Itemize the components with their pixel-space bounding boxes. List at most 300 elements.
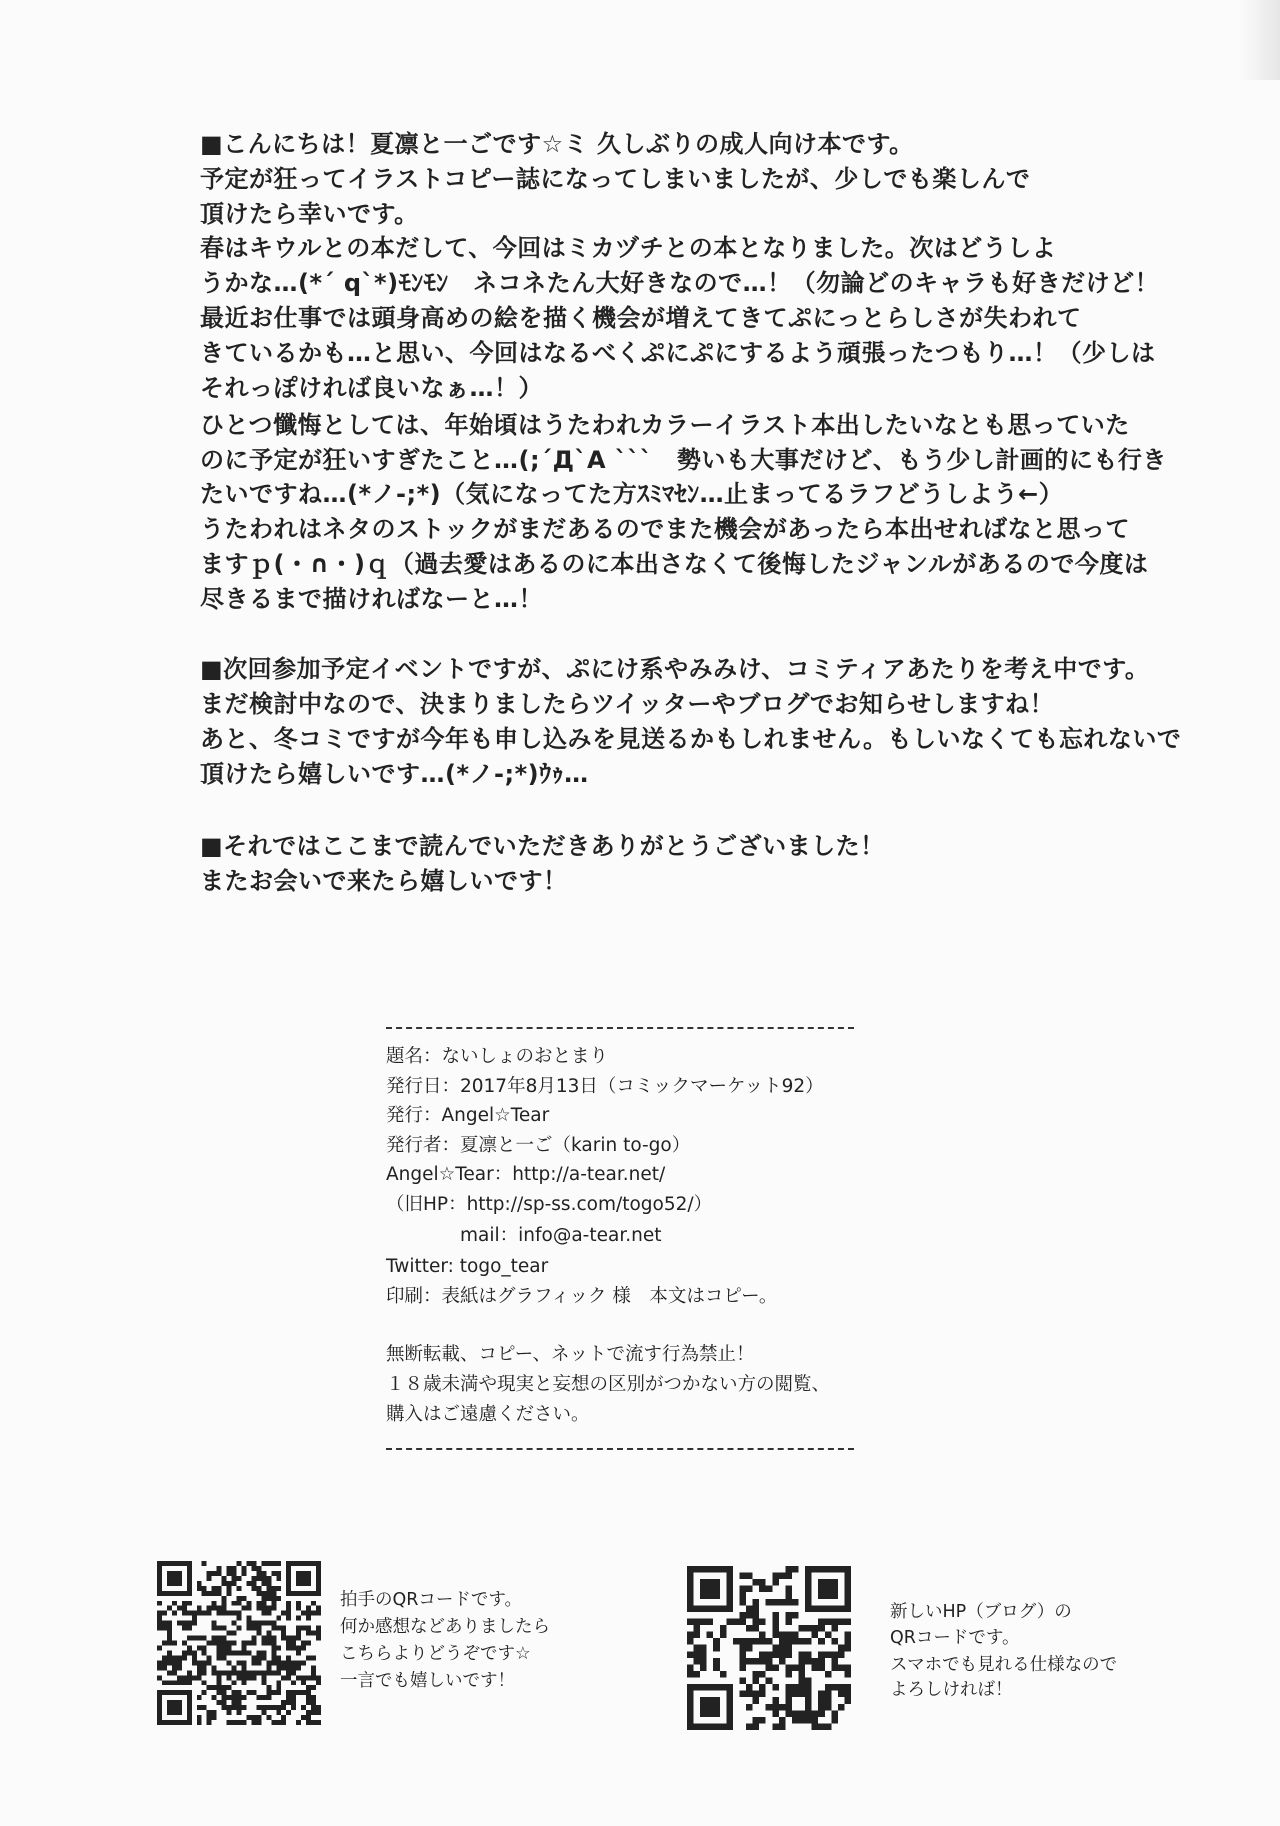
text-line: ■それではここまで読んでいただきありがとうございました！ (200, 832, 885, 860)
qr-module (222, 1576, 227, 1581)
qr-module (261, 1641, 266, 1646)
qr-module (772, 1710, 779, 1717)
qr-module (232, 1576, 237, 1581)
qr-module (217, 1700, 222, 1705)
qr-module (222, 1690, 227, 1695)
qr-module (182, 1601, 187, 1606)
qr-module (766, 1651, 773, 1658)
qr-module (844, 1697, 851, 1704)
qr-module (187, 1566, 192, 1571)
qr-module (266, 1596, 271, 1601)
qr-module (746, 1691, 753, 1698)
qr-module (831, 1658, 838, 1665)
qr-module (197, 1695, 202, 1700)
text-line: のに予定が狂いすぎたこと…(;´Д`A ``` 勢いも大事だけど、もう少し計画的にも行き (200, 446, 1167, 474)
qr-module (162, 1690, 167, 1695)
qr-module (286, 1690, 291, 1695)
qr-module (766, 1658, 773, 1665)
qr-module (162, 1626, 167, 1631)
qr-module (726, 1592, 733, 1599)
text-line: （旧HP：http://sp-ss.com/togo52/） (386, 1194, 713, 1215)
qr-module (187, 1626, 192, 1631)
qr-module (246, 1690, 251, 1695)
qr-module (157, 1675, 162, 1680)
qr-module (237, 1705, 242, 1710)
qr-module (261, 1606, 266, 1611)
qr-module (222, 1641, 227, 1646)
qr-module (818, 1605, 825, 1612)
qr-module (241, 1670, 246, 1675)
qr-module (237, 1695, 242, 1700)
qr-module (271, 1641, 276, 1646)
qr-module (785, 1645, 792, 1652)
qr-module (281, 1636, 286, 1641)
qr-module (157, 1571, 162, 1576)
qr-module (276, 1616, 281, 1621)
qr-module (739, 1618, 746, 1625)
qr-module (772, 1618, 779, 1625)
qr-module (202, 1705, 207, 1710)
qr-module (182, 1561, 187, 1566)
qr-module (167, 1690, 172, 1695)
qr-module (286, 1655, 291, 1660)
qr-module (246, 1601, 251, 1606)
qr-module (217, 1566, 222, 1571)
qr-module (271, 1571, 276, 1576)
qr-module (172, 1700, 177, 1705)
qr-module (167, 1581, 172, 1586)
qr-module (276, 1645, 281, 1650)
qr-module (687, 1592, 694, 1599)
qr-module (232, 1695, 237, 1700)
qr-module (232, 1650, 237, 1655)
qr-module (251, 1636, 256, 1641)
qr-module (687, 1710, 694, 1717)
qr-module (167, 1626, 172, 1631)
qr-module (838, 1605, 845, 1612)
qr-module (197, 1660, 202, 1665)
text-line: QRコードです。 (890, 1628, 1020, 1648)
qr-module (838, 1691, 845, 1698)
qr-module (700, 1579, 707, 1586)
qr-module (241, 1571, 246, 1576)
qr-module (227, 1571, 232, 1576)
qr-module (261, 1571, 266, 1576)
qr-module (261, 1705, 266, 1710)
qr-module (831, 1638, 838, 1645)
qr-module (202, 1611, 207, 1616)
qr-module (167, 1705, 172, 1710)
qr-module (687, 1599, 694, 1606)
qr-module (222, 1695, 227, 1700)
qr-module (700, 1710, 707, 1717)
qr-module (296, 1665, 301, 1670)
qr-module (197, 1586, 202, 1591)
qr-module (266, 1641, 271, 1646)
qr-module (232, 1700, 237, 1705)
qr-module (167, 1641, 172, 1646)
qr-module (831, 1592, 838, 1599)
qr-module (246, 1561, 251, 1566)
text-line: 発行者：夏凛と一ご（karin to-go） (386, 1135, 691, 1156)
qr-module (212, 1626, 217, 1631)
qr-module (256, 1695, 261, 1700)
qr-module (844, 1592, 851, 1599)
qr-module (197, 1720, 202, 1725)
qr-module (825, 1579, 832, 1586)
qr-module (838, 1566, 845, 1573)
text-line: 最近お仕事では頭身高めの絵を描く機会が増えてきてぷにっとらしさが失われて (200, 304, 1082, 332)
qr-module (772, 1651, 779, 1658)
qr-module (256, 1715, 261, 1720)
qr-module (251, 1690, 256, 1695)
qr-module (707, 1579, 714, 1586)
qr-module (286, 1641, 291, 1646)
qr-module (207, 1591, 212, 1596)
qr-module (266, 1576, 271, 1581)
qr-module (296, 1720, 301, 1725)
qr-module (232, 1571, 237, 1576)
qr-module (182, 1650, 187, 1655)
qr-module (266, 1670, 271, 1675)
qr-module (232, 1601, 237, 1606)
qr-module (746, 1612, 753, 1619)
qr-module (202, 1680, 207, 1685)
qr-module (753, 1691, 760, 1698)
qr-module (825, 1691, 832, 1698)
qr-module (812, 1664, 819, 1671)
qr-module (237, 1690, 242, 1695)
qr-module (232, 1566, 237, 1571)
qr-module (739, 1691, 746, 1698)
qr-module (825, 1671, 832, 1678)
qr-module (799, 1664, 806, 1671)
qr-module (237, 1710, 242, 1715)
qr-module (197, 1675, 202, 1680)
qr-module (202, 1645, 207, 1650)
qr-module (266, 1660, 271, 1665)
qr-module (831, 1618, 838, 1625)
text-line: それっぽければ良いなぁ…！） (200, 374, 543, 402)
qr-module (818, 1651, 825, 1658)
qr-module (739, 1638, 746, 1645)
qr-module (726, 1573, 733, 1580)
qr-module (792, 1599, 799, 1606)
qr-module (700, 1645, 707, 1652)
qr-module (261, 1680, 266, 1685)
qr-module (316, 1675, 321, 1680)
qr-module (831, 1717, 838, 1724)
qr-module (301, 1675, 306, 1680)
qr-module (222, 1611, 227, 1616)
qr-module (720, 1723, 727, 1730)
qr-module (306, 1695, 311, 1700)
qr-module (844, 1605, 851, 1612)
qr-module (172, 1690, 177, 1695)
qr-module (772, 1625, 779, 1632)
qr-module (726, 1717, 733, 1724)
qr-module (831, 1625, 838, 1632)
qr-module (217, 1670, 222, 1675)
qr-module (733, 1618, 740, 1625)
qr-module (785, 1697, 792, 1704)
qr-module (177, 1621, 182, 1626)
qr-module (301, 1680, 306, 1685)
qr-module (311, 1611, 316, 1616)
qr-module (197, 1705, 202, 1710)
qr-module (296, 1571, 301, 1576)
qr-module (753, 1618, 760, 1625)
qr-module (726, 1710, 733, 1717)
qr-module (700, 1586, 707, 1593)
qr-module (192, 1650, 197, 1655)
qr-module (241, 1680, 246, 1685)
qr-module (291, 1641, 296, 1646)
qr-module (157, 1665, 162, 1670)
qr-module (286, 1611, 291, 1616)
qr-module (167, 1591, 172, 1596)
qr-module (276, 1670, 281, 1675)
qr-module (838, 1664, 845, 1671)
text-line: 発行日：2017年8月13日（コミックマーケット92） (386, 1076, 824, 1097)
qr-module (772, 1684, 779, 1691)
qr-module (222, 1606, 227, 1611)
qr-module (805, 1625, 812, 1632)
qr-module (286, 1561, 291, 1566)
qr-module (187, 1581, 192, 1586)
qr-module (276, 1586, 281, 1591)
qr-module (271, 1586, 276, 1591)
qr-module (187, 1670, 192, 1675)
qr-module (251, 1621, 256, 1626)
qr-module (707, 1723, 714, 1730)
qr-module (700, 1618, 707, 1625)
qr-module (707, 1566, 714, 1573)
qr-module (707, 1710, 714, 1717)
qr-module (785, 1586, 792, 1593)
qr-module (772, 1704, 779, 1711)
qr-module (792, 1664, 799, 1671)
qr-module (261, 1695, 266, 1700)
qr-module (799, 1717, 806, 1724)
qr-module (831, 1651, 838, 1658)
qr-module (687, 1697, 694, 1704)
qr-module (700, 1664, 707, 1671)
qr-module (779, 1573, 786, 1580)
qr-module (157, 1601, 162, 1606)
qr-module (187, 1611, 192, 1616)
qr-module (306, 1626, 311, 1631)
qr-module (785, 1632, 792, 1639)
qr-module (217, 1586, 222, 1591)
qr-module (212, 1636, 217, 1641)
qr-module (844, 1691, 851, 1698)
qr-module (799, 1691, 806, 1698)
qr-module (739, 1573, 746, 1580)
qr-module (700, 1704, 707, 1711)
qr-module (825, 1632, 832, 1639)
qr-module (785, 1651, 792, 1658)
qr-module (838, 1618, 845, 1625)
qr-module (182, 1675, 187, 1680)
qr-module (256, 1626, 261, 1631)
qr-module (687, 1684, 694, 1691)
qr-module (746, 1684, 753, 1691)
qr-module (266, 1586, 271, 1591)
text-line: こちらよりどうぞです☆ (340, 1644, 531, 1664)
qr-module (687, 1704, 694, 1711)
qr-module (306, 1700, 311, 1705)
qr-module (316, 1636, 321, 1641)
qr-module (261, 1710, 266, 1715)
qr-module (825, 1684, 832, 1691)
qr-module (192, 1621, 197, 1626)
qr-module (182, 1621, 187, 1626)
qr-module (316, 1705, 321, 1710)
qr-module (301, 1645, 306, 1650)
qr-module (276, 1571, 281, 1576)
qr-module (167, 1680, 172, 1685)
qr-module (301, 1705, 306, 1710)
qr-module (261, 1581, 266, 1586)
qr-module (177, 1571, 182, 1576)
qr-module (785, 1704, 792, 1711)
qr-module (311, 1675, 316, 1680)
qr-module (311, 1685, 316, 1690)
qr-module (844, 1586, 851, 1593)
qr-module (286, 1586, 291, 1591)
qr-module (812, 1723, 819, 1730)
qr-module (301, 1581, 306, 1586)
qr-module (753, 1625, 760, 1632)
qr-module (202, 1690, 207, 1695)
qr-module (844, 1566, 851, 1573)
text-line: またお会いで来たら嬉しいです！ (200, 867, 568, 895)
qr-module (291, 1690, 296, 1695)
qr-module (217, 1650, 222, 1655)
qr-module (831, 1605, 838, 1612)
qr-module (237, 1650, 242, 1655)
qr-module (276, 1561, 281, 1566)
qr-module (227, 1631, 232, 1636)
qr-module (157, 1690, 162, 1695)
qr-module (812, 1625, 819, 1632)
qr-module (232, 1611, 237, 1616)
qr-module (212, 1665, 217, 1670)
qr-module (687, 1651, 694, 1658)
qr-module (746, 1723, 753, 1730)
qr-module (838, 1684, 845, 1691)
qr-module (785, 1671, 792, 1678)
qr-module (227, 1685, 232, 1690)
qr-module (167, 1660, 172, 1665)
qr-module (172, 1641, 177, 1646)
qr-module (311, 1695, 316, 1700)
text-line: あと、冬コミですが今年も申し込みを見送るかもしれません。もしいなくても忘れないで (200, 725, 1182, 753)
qr-module (311, 1705, 316, 1710)
qr-module (197, 1611, 202, 1616)
qr-module (306, 1611, 311, 1616)
qr-module (271, 1655, 276, 1660)
qr-module (316, 1606, 321, 1611)
qr-module (759, 1651, 766, 1658)
qr-module (157, 1720, 162, 1725)
qr-module (772, 1573, 779, 1580)
qr-code-clap[interactable] (157, 1561, 321, 1725)
qr-module (157, 1586, 162, 1591)
qr-module (311, 1655, 316, 1660)
qr-module (286, 1675, 291, 1680)
qr-module (276, 1705, 281, 1710)
qr-module (739, 1651, 746, 1658)
qr-module (266, 1685, 271, 1690)
qr-module (694, 1605, 701, 1612)
qr-module (301, 1561, 306, 1566)
qr-module (207, 1611, 212, 1616)
qr-module (316, 1576, 321, 1581)
qr-module (227, 1705, 232, 1710)
qr-module (286, 1616, 291, 1621)
qr-module (687, 1605, 694, 1612)
qr-module (766, 1638, 773, 1645)
text-line: ■次回参加予定イベントですが、ぷにけ系やみみけ、コミティアあたりを考え中です。 (200, 655, 1150, 683)
qr-module (296, 1650, 301, 1655)
qr-module (246, 1621, 251, 1626)
qr-module (818, 1723, 825, 1730)
qr-module (739, 1592, 746, 1599)
qr-module (753, 1671, 760, 1678)
qr-module (266, 1561, 271, 1566)
qr-module (182, 1626, 187, 1631)
qr-module (291, 1591, 296, 1596)
qr-module (227, 1650, 232, 1655)
qr-module (818, 1710, 825, 1717)
qr-module (805, 1592, 812, 1599)
qr-module (177, 1700, 182, 1705)
qr-module (256, 1655, 261, 1660)
qr-module (227, 1611, 232, 1616)
divider-top (386, 1027, 854, 1029)
qr-module (177, 1655, 182, 1660)
qr-module (785, 1638, 792, 1645)
qr-module (825, 1605, 832, 1612)
qr-module (805, 1651, 812, 1658)
text-line: Angel☆Tear：http://a-tear.net/ (386, 1164, 666, 1185)
qr-module (687, 1573, 694, 1580)
qr-module (753, 1697, 760, 1704)
qr-module (157, 1715, 162, 1720)
qr-module (694, 1651, 701, 1658)
qr-module (271, 1705, 276, 1710)
qr-module (296, 1636, 301, 1641)
qr-module (227, 1591, 232, 1596)
qr-module (825, 1704, 832, 1711)
qr-module (772, 1599, 779, 1606)
qr-module (157, 1710, 162, 1715)
qr-module (266, 1705, 271, 1710)
qr-module (306, 1685, 311, 1690)
qr-module (222, 1670, 227, 1675)
text-line: 発行：Angel☆Tear (386, 1105, 550, 1126)
qr-module (306, 1715, 311, 1720)
qr-module (177, 1561, 182, 1566)
qr-module (192, 1660, 197, 1665)
qr-code-blog[interactable] (687, 1566, 851, 1730)
qr-module (192, 1675, 197, 1680)
qr-module (825, 1618, 832, 1625)
qr-module (286, 1695, 291, 1700)
qr-module (799, 1651, 806, 1658)
